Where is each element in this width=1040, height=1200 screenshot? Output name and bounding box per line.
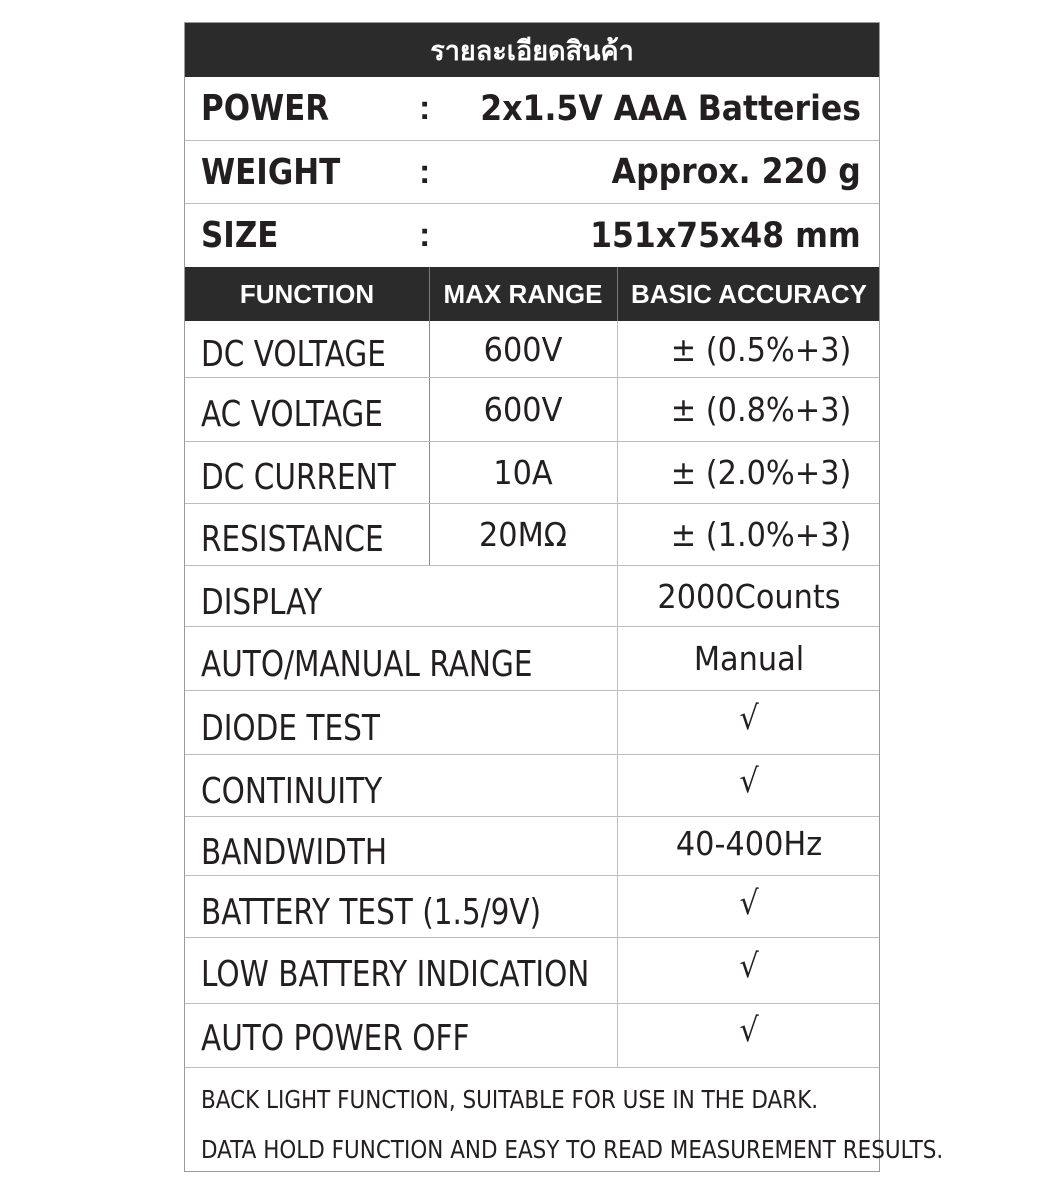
measurement-row <box>185 378 879 442</box>
spec-value: 2x1.5V AAA Batteries <box>480 88 861 129</box>
spec-sheet <box>184 22 944 1172</box>
feature-value: 2000Counts <box>657 576 841 616</box>
feature-name: BATTERY TEST (1.5/9V) <box>201 892 542 933</box>
column-divider <box>617 817 618 875</box>
feature-row <box>185 1004 879 1068</box>
feature-row <box>185 817 879 876</box>
feature-value: Manual <box>693 639 805 678</box>
accuracy-value: ± (2.0%+3) <box>670 453 851 492</box>
feature-value: 40-400Hz <box>675 823 823 863</box>
feature-row <box>185 755 879 817</box>
sheet-title: รายละเอียดสินค้า <box>185 23 879 77</box>
measurement-row <box>185 504 879 566</box>
check-mark-icon: √ <box>739 761 759 800</box>
check-mark-icon: √ <box>739 1010 759 1049</box>
column-divider <box>617 938 618 1003</box>
column-divider <box>617 442 618 503</box>
function-name: RESISTANCE <box>201 519 384 560</box>
function-name: DC CURRENT <box>201 457 396 498</box>
column-divider <box>429 504 430 565</box>
feature-name: DISPLAY <box>201 581 323 623</box>
feature-row <box>185 691 879 755</box>
spec-label: WEIGHT <box>201 151 341 193</box>
function-name: AC VOLTAGE <box>201 394 383 435</box>
feature-row <box>185 627 879 691</box>
spec-row-size <box>185 204 879 267</box>
spec-row-power <box>185 77 879 141</box>
column-divider <box>617 321 618 377</box>
max-range-value: 600V <box>483 329 563 369</box>
max-range-value: 20MΩ <box>478 515 568 554</box>
function-name: DC VOLTAGE <box>201 333 386 375</box>
feature-name: AUTO POWER OFF <box>201 1018 470 1059</box>
header-basic-accuracy: BASIC ACCURACY <box>631 278 867 309</box>
header-function: FUNCTION <box>239 278 375 309</box>
column-divider <box>617 504 618 565</box>
feature-name: DIODE TEST <box>201 708 380 749</box>
column-divider <box>617 876 618 937</box>
max-range-value: 10A <box>493 453 553 492</box>
check-mark-icon: √ <box>739 883 759 922</box>
spec-label: SIZE <box>201 215 279 256</box>
column-divider <box>429 321 430 377</box>
measurement-row <box>185 442 879 504</box>
spec-colon: : <box>419 152 431 191</box>
spec-value: 151x75x48 mm <box>590 215 861 256</box>
column-divider <box>617 627 618 690</box>
table-header <box>185 267 879 321</box>
accuracy-value: ± (0.8%+3) <box>670 390 851 429</box>
column-divider <box>617 566 618 626</box>
footer-note: BACK LIGHT FUNCTION, SUITABLE FOR USE IN THE DARK. <box>201 1085 819 1114</box>
spec-colon: : <box>419 216 431 254</box>
feature-name: CONTINUITY <box>201 771 383 812</box>
footer-note: DATA HOLD FUNCTION AND EASY TO READ MEASUREMENT RESULTS. <box>201 1135 944 1164</box>
feature-name: LOW BATTERY INDICATION <box>201 954 590 995</box>
max-range-value: 600V <box>483 390 563 429</box>
column-divider <box>429 378 430 441</box>
measurement-row <box>185 321 879 378</box>
column-divider <box>429 442 430 503</box>
spec-value: Approx. 220 g <box>611 152 861 192</box>
feature-row <box>185 876 879 938</box>
feature-name: AUTO/MANUAL RANGE <box>201 644 533 685</box>
spec-row-weight <box>185 141 879 204</box>
column-divider <box>617 755 618 816</box>
spec-label: POWER <box>201 88 330 129</box>
feature-name: BANDWIDTH <box>201 831 388 873</box>
feature-row <box>185 566 879 627</box>
header-max-range: MAX RANGE <box>443 278 603 309</box>
check-mark-icon: √ <box>739 946 759 985</box>
accuracy-value: ± (0.5%+3) <box>670 329 851 369</box>
check-mark-icon: √ <box>739 698 759 737</box>
column-divider <box>617 1004 618 1067</box>
accuracy-value: ± (1.0%+3) <box>670 515 851 554</box>
feature-row <box>185 938 879 1004</box>
column-divider <box>617 378 618 441</box>
spec-colon: : <box>419 89 431 127</box>
column-divider <box>617 691 618 754</box>
